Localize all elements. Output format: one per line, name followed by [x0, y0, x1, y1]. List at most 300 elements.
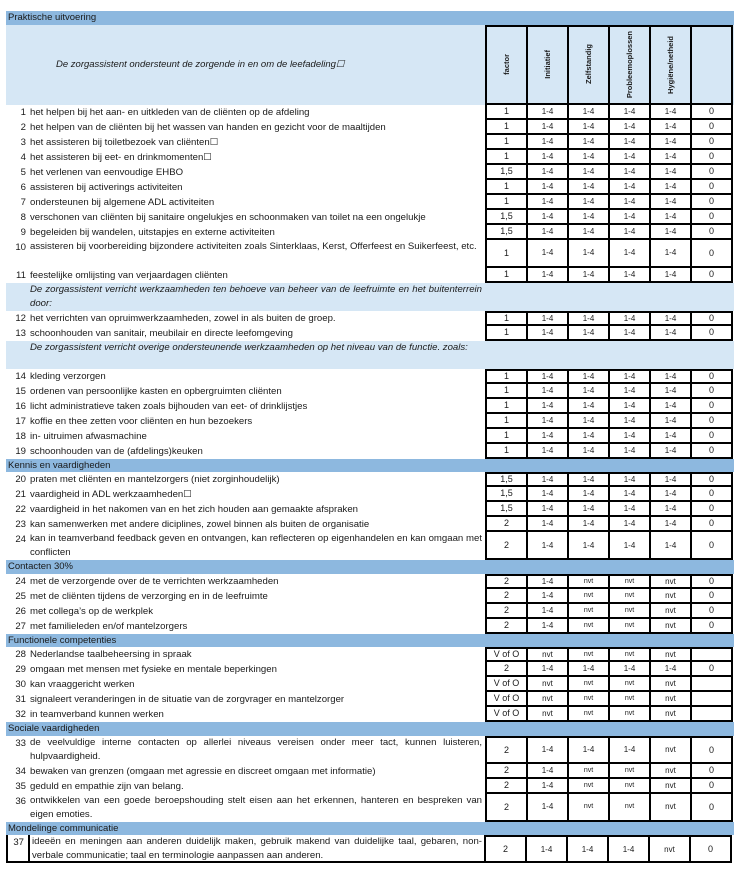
cell-probleemoplossen[interactable]: 1-4: [608, 268, 649, 283]
cell-hygiene[interactable]: 1-4: [649, 268, 690, 283]
cell-probleemoplossen[interactable]: nvt: [608, 619, 649, 634]
cell-score[interactable]: 0: [690, 794, 733, 822]
row-description: bewaken van grenzen (omgaan met agressie en discreet omgaan met informatie): [30, 765, 376, 777]
cell-zelfstandig[interactable]: 1-4: [567, 120, 608, 135]
cell-score[interactable]: 0: [690, 619, 733, 634]
row-number: 2: [20, 121, 26, 133]
cell-initiatief[interactable]: 1-4: [526, 574, 567, 589]
cell-probleemoplossen[interactable]: 1-4: [608, 150, 649, 165]
cell-initiatief[interactable]: 1-4: [526, 444, 567, 459]
cell-hygiene[interactable]: nvt: [649, 604, 690, 619]
cell-zelfstandig[interactable]: 1-4: [567, 532, 608, 560]
cell-probleemoplossen[interactable]: nvt: [608, 574, 649, 589]
row-values: [485, 225, 733, 240]
cell-initiatief[interactable]: 1-4: [526, 736, 567, 764]
cell-zelfstandig[interactable]: 1-4: [567, 311, 608, 326]
cell-initiatief[interactable]: 1-4: [526, 240, 567, 268]
cell-score[interactable]: [690, 647, 733, 662]
cell-hygiene[interactable]: nvt: [649, 779, 690, 794]
cell-zelfstandig[interactable]: 1-4: [567, 517, 608, 532]
cell-zelfstandig[interactable]: 1-4: [567, 502, 608, 517]
row-values: [485, 472, 733, 487]
cell-factor[interactable]: 1: [485, 444, 526, 459]
cell-probleemoplossen[interactable]: 1-4: [608, 180, 649, 195]
cell-factor[interactable]: 1: [485, 135, 526, 150]
cell-score[interactable]: 0: [690, 369, 733, 384]
cell-score[interactable]: 0: [690, 414, 733, 429]
col-header-hygiene: Hygiëne/netheid: [649, 25, 690, 105]
table-row: [6, 429, 734, 444]
cell-zelfstandig[interactable]: 1-4: [567, 487, 608, 502]
cell-probleemoplossen[interactable]: 1-4: [608, 105, 649, 120]
cell-zelfstandig[interactable]: 1-4: [567, 369, 608, 384]
row-values: [485, 180, 733, 195]
table-row: [6, 414, 734, 429]
cell-factor[interactable]: 2: [485, 589, 526, 604]
cell-factor[interactable]: 1: [485, 429, 526, 444]
cell-initiatief[interactable]: 1-4: [526, 502, 567, 517]
row-number: 28: [15, 649, 26, 660]
cell-hygiene[interactable]: 1-4: [649, 399, 690, 414]
cell-initiatief[interactable]: 1-4: [526, 487, 567, 502]
row-values: [485, 779, 733, 794]
row-number: 30: [15, 679, 26, 690]
cell-factor[interactable]: 2: [485, 574, 526, 589]
cell-score[interactable]: 0: [690, 225, 733, 240]
cell-initiatief[interactable]: 1-4: [526, 532, 567, 560]
cell-score[interactable]: 0: [690, 384, 733, 399]
cell-probleemoplossen[interactable]: 1-4: [608, 165, 649, 180]
cell-zelfstandig[interactable]: nvt: [567, 692, 608, 707]
cell-initiatief[interactable]: 1-4: [526, 384, 567, 399]
cell-score[interactable]: 0: [690, 399, 733, 414]
cell-probleemoplossen[interactable]: nvt: [608, 707, 649, 722]
cell-factor[interactable]: 1: [485, 326, 526, 341]
cell-probleemoplossen[interactable]: nvt: [608, 692, 649, 707]
cell-factor[interactable]: 1: [485, 414, 526, 429]
row-number: 27: [15, 620, 26, 632]
cell-probleemoplossen[interactable]: 1-4: [608, 240, 649, 268]
cell-score[interactable]: 0: [690, 180, 733, 195]
cell-score[interactable]: [690, 677, 733, 692]
cell-score[interactable]: 0: [689, 835, 732, 863]
cell-score[interactable]: 0: [690, 195, 733, 210]
cell-initiatief[interactable]: 1-4: [526, 268, 567, 283]
cell-zelfstandig[interactable]: 1-4: [567, 326, 608, 341]
cell-zelfstandig[interactable]: 1-4: [567, 225, 608, 240]
cell-hygiene[interactable]: 1-4: [649, 472, 690, 487]
cell-probleemoplossen[interactable]: nvt: [608, 779, 649, 794]
cell-probleemoplossen[interactable]: 1-4: [608, 736, 649, 764]
cell-initiatief[interactable]: 1-4: [526, 589, 567, 604]
row-description: met familieleden en/of mantelzorgers: [30, 620, 188, 632]
cell-factor[interactable]: 1,5: [485, 210, 526, 225]
cell-zelfstandig[interactable]: 1-4: [567, 736, 608, 764]
cell-factor[interactable]: V of O: [485, 707, 526, 722]
row-description: het helpen bij het aan- en uitkleden van de cliënten op de afdeling: [30, 106, 310, 118]
cell-hygiene[interactable]: nvt: [649, 589, 690, 604]
cell-score[interactable]: 0: [690, 487, 733, 502]
cell-zelfstandig[interactable]: 1-4: [567, 150, 608, 165]
cell-score[interactable]: 0: [690, 210, 733, 225]
cell-zelfstandig[interactable]: 1-4: [567, 429, 608, 444]
table-row: [6, 210, 734, 225]
row-number: 10: [15, 241, 26, 253]
intro-text: De zorgassistent verricht werkzaamheden ten behoeve van beheer van de leefruimte en het buitenterrein door:: [30, 283, 482, 309]
cell-factor[interactable]: 1,5: [485, 502, 526, 517]
cell-zelfstandig[interactable]: 1-4: [567, 240, 608, 268]
cell-hygiene[interactable]: 1-4: [649, 662, 690, 677]
cell-initiatief[interactable]: 1-4: [526, 180, 567, 195]
cell-probleemoplossen[interactable]: 1-4: [608, 517, 649, 532]
cell-initiatief[interactable]: 1-4: [526, 779, 567, 794]
row-description: signaleert veranderingen in de situatie van de zorgvrager en mantelzorger: [30, 694, 345, 705]
cell-probleemoplossen[interactable]: 1-4: [608, 502, 649, 517]
cell-hygiene[interactable]: nvt: [649, 764, 690, 779]
cell-hygiene[interactable]: 1-4: [649, 165, 690, 180]
cell-zelfstandig[interactable]: 1-4: [566, 835, 607, 863]
cell-factor[interactable]: 1: [485, 105, 526, 120]
cell-probleemoplossen[interactable]: 1-4: [608, 444, 649, 459]
table-body: [6, 105, 734, 864]
cell-factor[interactable]: V of O: [485, 692, 526, 707]
cell-hygiene[interactable]: 1-4: [649, 532, 690, 560]
table-row: [6, 369, 734, 384]
cell-hygiene[interactable]: 1-4: [649, 225, 690, 240]
cell-initiatief[interactable]: 1-4: [526, 399, 567, 414]
cell-score[interactable]: 0: [690, 502, 733, 517]
cell-factor[interactable]: 1,5: [485, 487, 526, 502]
cell-initiatief[interactable]: 1-4: [526, 195, 567, 210]
cell-factor[interactable]: 2: [485, 764, 526, 779]
cell-hygiene[interactable]: nvt: [649, 619, 690, 634]
table-row: [6, 835, 734, 863]
cell-hygiene[interactable]: 1-4: [649, 444, 690, 459]
cell-score[interactable]: 0: [690, 240, 733, 268]
cell-zelfstandig[interactable]: 1-4: [567, 472, 608, 487]
cell-initiatief[interactable]: 1-4: [526, 135, 567, 150]
cell-hygiene[interactable]: 1-4: [649, 180, 690, 195]
row-number: 16: [15, 400, 26, 412]
row-values: [485, 589, 733, 604]
cell-initiatief[interactable]: 1-4: [526, 429, 567, 444]
cell-zelfstandig[interactable]: nvt: [567, 764, 608, 779]
cell-probleemoplossen[interactable]: 1-4: [608, 472, 649, 487]
table-row: [6, 677, 734, 692]
col-header-initiatief: Initiatief: [526, 25, 567, 105]
cell-zelfstandig[interactable]: 1-4: [567, 384, 608, 399]
row-values: [485, 105, 733, 120]
cell-score[interactable]: [690, 692, 733, 707]
cell-score[interactable]: 0: [690, 135, 733, 150]
cell-factor[interactable]: 1: [485, 268, 526, 283]
cell-initiatief[interactable]: 1-4: [526, 794, 567, 822]
cell-score[interactable]: 0: [690, 429, 733, 444]
cell-probleemoplossen[interactable]: 1-4: [608, 311, 649, 326]
cell-zelfstandig[interactable]: 1-4: [567, 135, 608, 150]
cell-probleemoplossen[interactable]: 1-4: [608, 225, 649, 240]
cell-factor[interactable]: 2: [485, 779, 526, 794]
cell-initiatief[interactable]: 1-4: [526, 311, 567, 326]
cell-zelfstandig[interactable]: nvt: [567, 794, 608, 822]
row-number: 34: [15, 765, 26, 777]
cell-initiatief[interactable]: 1-4: [526, 662, 567, 677]
table-row: [6, 619, 734, 634]
row-values: [485, 414, 733, 429]
cell-score[interactable]: 0: [690, 517, 733, 532]
row-number: 25: [15, 590, 26, 602]
cell-initiatief[interactable]: nvt: [526, 692, 567, 707]
cell-score[interactable]: [690, 707, 733, 722]
cell-probleemoplossen[interactable]: 1-4: [608, 120, 649, 135]
cell-initiatief[interactable]: 1-4: [526, 225, 567, 240]
cell-hygiene[interactable]: nvt: [649, 794, 690, 822]
section-header-functioneel: Functionele competenties: [6, 634, 734, 648]
cell-initiatief[interactable]: 1-4: [526, 326, 567, 341]
cell-factor[interactable]: V of O: [485, 647, 526, 662]
cell-score[interactable]: 0: [690, 165, 733, 180]
cell-probleemoplossen[interactable]: nvt: [608, 794, 649, 822]
table-row: [6, 311, 734, 326]
cell-initiatief[interactable]: 1-4: [526, 120, 567, 135]
table-row: [6, 472, 734, 487]
cell-factor[interactable]: 1: [485, 311, 526, 326]
row-description: kan in teamverband feedback geven en ontvangen, kan reflecteren op eigenhandelen en kan omgaan met conflicten: [30, 533, 482, 558]
cell-factor[interactable]: 2: [485, 604, 526, 619]
cell-hygiene[interactable]: 1-4: [649, 384, 690, 399]
cell-probleemoplossen[interactable]: 1-4: [608, 326, 649, 341]
cell-hygiene[interactable]: 1-4: [649, 311, 690, 326]
cell-hygiene[interactable]: 1-4: [649, 487, 690, 502]
cell-score[interactable]: 0: [690, 779, 733, 794]
cell-initiatief[interactable]: nvt: [526, 707, 567, 722]
cell-factor[interactable]: 1: [485, 195, 526, 210]
cell-zelfstandig[interactable]: 1-4: [567, 195, 608, 210]
cell-hygiene[interactable]: nvt: [649, 707, 690, 722]
row-description: vaardigheid in het nakomen van en het zich houden aan gemaakte afspraken: [30, 504, 359, 515]
cell-factor[interactable]: 1: [485, 369, 526, 384]
cell-hygiene[interactable]: nvt: [649, 647, 690, 662]
cell-initiatief[interactable]: 1-4: [526, 472, 567, 487]
row-number: 5: [20, 166, 26, 178]
cell-hygiene[interactable]: 1-4: [649, 414, 690, 429]
cell-initiatief[interactable]: 1-4: [526, 369, 567, 384]
cell-probleemoplossen[interactable]: nvt: [608, 589, 649, 604]
cell-probleemoplossen[interactable]: 1-4: [608, 210, 649, 225]
row-number: 17: [15, 415, 26, 427]
cell-hygiene[interactable]: nvt: [649, 692, 690, 707]
row-description: schoonhouden van sanitair, meubilair en directe leefomgeving: [30, 327, 293, 339]
row-number: 13: [15, 327, 26, 339]
section-header-sociaal: Sociale vaardigheden: [6, 722, 734, 736]
cell-factor[interactable]: 1: [485, 240, 526, 268]
row-number: 8: [20, 211, 26, 223]
cell-probleemoplossen[interactable]: 1-4: [608, 414, 649, 429]
cell-zelfstandig[interactable]: 1-4: [567, 180, 608, 195]
cell-hygiene[interactable]: 1-4: [649, 369, 690, 384]
cell-hygiene[interactable]: 1-4: [649, 429, 690, 444]
cell-probleemoplossen[interactable]: 1-4: [608, 662, 649, 677]
cell-zelfstandig[interactable]: nvt: [567, 779, 608, 794]
cell-score[interactable]: 0: [690, 326, 733, 341]
cell-score[interactable]: 0: [690, 268, 733, 283]
table-row: [6, 647, 734, 662]
cell-initiatief[interactable]: 1-4: [526, 517, 567, 532]
row-description: het assisteren bij toiletbezoek van cliënten☐: [30, 136, 219, 148]
cell-zelfstandig[interactable]: nvt: [567, 604, 608, 619]
row-description: assisteren bij voorbereiding bijzondere activiteiten zoals Sinterklaas, Kerst, Offerfeest en Suikerfeest, etc.: [30, 240, 477, 252]
cell-hygiene[interactable]: nvt: [649, 736, 690, 764]
cell-zelfstandig[interactable]: 1-4: [567, 165, 608, 180]
cell-hygiene[interactable]: 1-4: [649, 135, 690, 150]
row-description: feestelijke omlijsting van verjaardagen cliënten: [30, 269, 228, 281]
cell-probleemoplossen[interactable]: 1-4: [608, 195, 649, 210]
cell-hygiene[interactable]: nvt: [649, 574, 690, 589]
row-description: schoonhouden van de (afdelings)keuken: [30, 445, 203, 457]
cell-hygiene[interactable]: nvt: [649, 677, 690, 692]
cell-hygiene[interactable]: 1-4: [649, 326, 690, 341]
row-description: het verlenen van eenvoudige EHBO: [30, 166, 184, 178]
cell-hygiene[interactable]: nvt: [648, 835, 689, 863]
row-values: [485, 429, 733, 444]
cell-hygiene[interactable]: 1-4: [649, 210, 690, 225]
cell-probleemoplossen[interactable]: 1-4: [608, 429, 649, 444]
cell-zelfstandig[interactable]: nvt: [567, 619, 608, 634]
cell-initiatief[interactable]: 1-4: [526, 619, 567, 634]
cell-factor[interactable]: 1: [485, 180, 526, 195]
cell-zelfstandig[interactable]: nvt: [567, 677, 608, 692]
cell-initiatief[interactable]: 1-4: [526, 764, 567, 779]
cell-score[interactable]: 0: [690, 662, 733, 677]
cell-probleemoplossen[interactable]: 1-4: [608, 399, 649, 414]
section-header-kennis: Kennis en vaardigheden: [6, 459, 734, 473]
cell-zelfstandig[interactable]: 1-4: [567, 399, 608, 414]
column-header-row: [6, 25, 734, 105]
cell-factor[interactable]: 2: [485, 619, 526, 634]
cell-initiatief[interactable]: nvt: [526, 647, 567, 662]
cell-hygiene[interactable]: 1-4: [649, 150, 690, 165]
cell-score[interactable]: 0: [690, 105, 733, 120]
cell-zelfstandig[interactable]: nvt: [567, 707, 608, 722]
intro-overige: [6, 341, 734, 369]
row-values: [485, 647, 733, 662]
section-header-contacten: Contacten 30%: [6, 560, 734, 574]
row-description: Nederlandse taalbeheersing in spraak: [30, 649, 192, 660]
cell-score[interactable]: 0: [690, 311, 733, 326]
cell-initiatief[interactable]: 1-4: [525, 835, 566, 863]
row-values: [485, 574, 733, 589]
cell-factor[interactable]: 2: [484, 835, 525, 863]
cell-zelfstandig[interactable]: nvt: [567, 574, 608, 589]
cell-probleemoplossen[interactable]: 1-4: [608, 532, 649, 560]
cell-factor[interactable]: 1: [485, 399, 526, 414]
row-number: 24: [15, 534, 26, 545]
row-description: kan samenwerken met andere diciplines, zowel binnen als buiten de organisatie: [30, 519, 370, 530]
cell-factor[interactable]: 1: [485, 384, 526, 399]
cell-probleemoplossen[interactable]: nvt: [608, 677, 649, 692]
table-row: [6, 180, 734, 195]
cell-initiatief[interactable]: 1-4: [526, 414, 567, 429]
cell-score[interactable]: 0: [690, 764, 733, 779]
cell-probleemoplossen[interactable]: nvt: [608, 647, 649, 662]
table-row: [6, 135, 734, 150]
cell-zelfstandig[interactable]: nvt: [567, 589, 608, 604]
cell-factor[interactable]: 2: [485, 517, 526, 532]
cell-zelfstandig[interactable]: 1-4: [567, 105, 608, 120]
row-values: [485, 662, 733, 677]
table-row: [6, 105, 734, 120]
row-values: [485, 195, 733, 210]
cell-initiatief[interactable]: 1-4: [526, 604, 567, 619]
cell-zelfstandig[interactable]: 1-4: [567, 444, 608, 459]
cell-factor[interactable]: 2: [485, 532, 526, 560]
cell-factor[interactable]: 1,5: [485, 225, 526, 240]
cell-probleemoplossen[interactable]: nvt: [608, 604, 649, 619]
cell-score[interactable]: 0: [690, 589, 733, 604]
cell-probleemoplossen[interactable]: 1-4: [608, 135, 649, 150]
cell-probleemoplossen[interactable]: 1-4: [608, 384, 649, 399]
cell-initiatief[interactable]: 1-4: [526, 165, 567, 180]
cell-zelfstandig[interactable]: nvt: [567, 647, 608, 662]
cell-factor[interactable]: 2: [485, 736, 526, 764]
cell-probleemoplossen[interactable]: 1-4: [608, 487, 649, 502]
cell-score[interactable]: 0: [690, 736, 733, 764]
cell-zelfstandig[interactable]: 1-4: [567, 414, 608, 429]
table-row: [6, 502, 734, 517]
cell-probleemoplossen[interactable]: 1-4: [608, 369, 649, 384]
cell-initiatief[interactable]: nvt: [526, 677, 567, 692]
row-number: 3: [20, 136, 26, 148]
cell-score[interactable]: 0: [690, 604, 733, 619]
row-number: 32: [15, 709, 26, 720]
cell-hygiene[interactable]: 1-4: [649, 120, 690, 135]
cell-hygiene[interactable]: 1-4: [649, 195, 690, 210]
cell-zelfstandig[interactable]: 1-4: [567, 210, 608, 225]
cell-score[interactable]: 0: [690, 120, 733, 135]
cell-factor[interactable]: 1: [485, 150, 526, 165]
cell-hygiene[interactable]: 1-4: [649, 502, 690, 517]
cell-hygiene[interactable]: 1-4: [649, 517, 690, 532]
row-number: 37: [6, 835, 30, 863]
cell-zelfstandig[interactable]: 1-4: [567, 662, 608, 677]
cell-factor[interactable]: 1,5: [485, 165, 526, 180]
cell-initiatief[interactable]: 1-4: [526, 105, 567, 120]
column-headers: [485, 25, 733, 105]
cell-hygiene[interactable]: 1-4: [649, 105, 690, 120]
cell-zelfstandig[interactable]: 1-4: [567, 268, 608, 283]
cell-probleemoplossen[interactable]: 1-4: [607, 835, 648, 863]
row-description: ordenen van persoonlijke kasten en opbergruimten cliënten: [30, 385, 282, 397]
cell-score[interactable]: 0: [690, 444, 733, 459]
cell-score[interactable]: 0: [690, 472, 733, 487]
cell-score[interactable]: 0: [690, 150, 733, 165]
cell-factor[interactable]: 1,5: [485, 472, 526, 487]
cell-initiatief[interactable]: 1-4: [526, 150, 567, 165]
cell-score[interactable]: 0: [690, 574, 733, 589]
cell-factor[interactable]: 2: [485, 794, 526, 822]
cell-initiatief[interactable]: 1-4: [526, 210, 567, 225]
row-values: [485, 487, 733, 502]
cell-factor[interactable]: V of O: [485, 677, 526, 692]
cell-hygiene[interactable]: 1-4: [649, 240, 690, 268]
row-number: 4: [20, 151, 26, 163]
row-description: kan vraaggericht werken: [30, 679, 135, 690]
cell-probleemoplossen[interactable]: nvt: [608, 764, 649, 779]
cell-score[interactable]: 0: [690, 532, 733, 560]
cell-factor[interactable]: 2: [485, 662, 526, 677]
cell-factor[interactable]: 1: [485, 120, 526, 135]
row-number: 22: [15, 504, 26, 515]
